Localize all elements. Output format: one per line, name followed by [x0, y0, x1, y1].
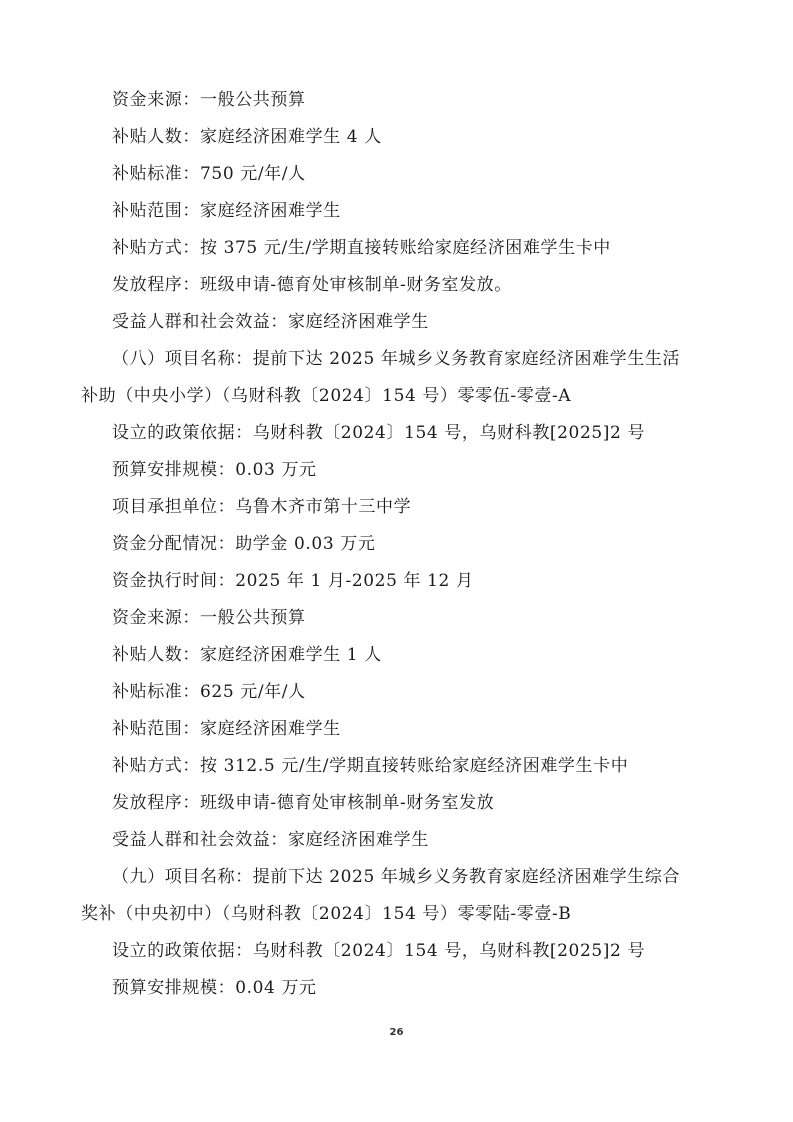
subsidy-standard-line: 补贴标准：750 元/年/人 — [112, 164, 306, 184]
distribution-procedure-line: 发放程序：班级申请-德育处审核制单-财务室发放。 — [112, 275, 512, 295]
beneficiaries-line: 受益人群和社会效益：家庭经济困难学生 — [112, 830, 429, 850]
funding-source-line: 资金来源：一般公共预算 — [112, 90, 306, 110]
section-8-title-line-1: （八）项目名称：提前下达 2025 年城乡义务教育家庭经济困难学生生活 — [112, 349, 681, 369]
execution-time-line: 资金执行时间：2025 年 1 月-2025 年 12 月 — [112, 571, 474, 591]
policy-basis-line: 设立的政策依据：乌财科教〔2024〕154 号，乌财科教[2025]2 号 — [112, 423, 646, 443]
beneficiaries-line: 受益人群和社会效益：家庭经济困难学生 — [112, 312, 429, 332]
subsidy-method-line: 补贴方式：按 312.5 元/生/学期直接转账给家庭经济困难学生卡中 — [112, 756, 629, 776]
subsidy-scope-line: 补贴范围：家庭经济困难学生 — [112, 719, 341, 739]
section-9-title-line-2: 奖补（中央初中）（乌财科教〔2024〕154 号）零零陆-零壹-B — [81, 904, 572, 924]
subsidy-method-line: 补贴方式：按 375 元/生/学期直接转账给家庭经济困难学生卡中 — [112, 238, 611, 258]
budget-scale-line: 预算安排规模：0.04 万元 — [112, 978, 317, 998]
funding-source-line: 资金来源：一般公共预算 — [112, 608, 306, 628]
fund-allocation-line: 资金分配情况：助学金 0.03 万元 — [112, 534, 376, 554]
subsidy-scope-line: 补贴范围：家庭经济困难学生 — [112, 201, 341, 221]
subsidy-count-line: 补贴人数：家庭经济困难学生 1 人 — [112, 645, 382, 665]
distribution-procedure-line: 发放程序：班级申请-德育处审核制单-财务室发放 — [112, 793, 495, 813]
section-8-title-line-2: 补助（中央小学）（乌财科教〔2024〕154 号）零零伍-零壹-A — [81, 386, 572, 406]
subsidy-count-line: 补贴人数：家庭经济困难学生 4 人 — [112, 127, 382, 147]
page-number: 26 — [389, 1027, 404, 1038]
section-9-title-line-1: （九）项目名称：提前下达 2025 年城乡义务教育家庭经济困难学生综合 — [112, 867, 681, 887]
budget-scale-line: 预算安排规模：0.03 万元 — [112, 460, 317, 480]
policy-basis-line: 设立的政策依据：乌财科教〔2024〕154 号，乌财科教[2025]2 号 — [112, 941, 646, 961]
undertaking-unit-line: 项目承担单位：乌鲁木齐市第十三中学 — [112, 497, 412, 517]
subsidy-standard-line: 补贴标准：625 元/年/人 — [112, 682, 306, 702]
